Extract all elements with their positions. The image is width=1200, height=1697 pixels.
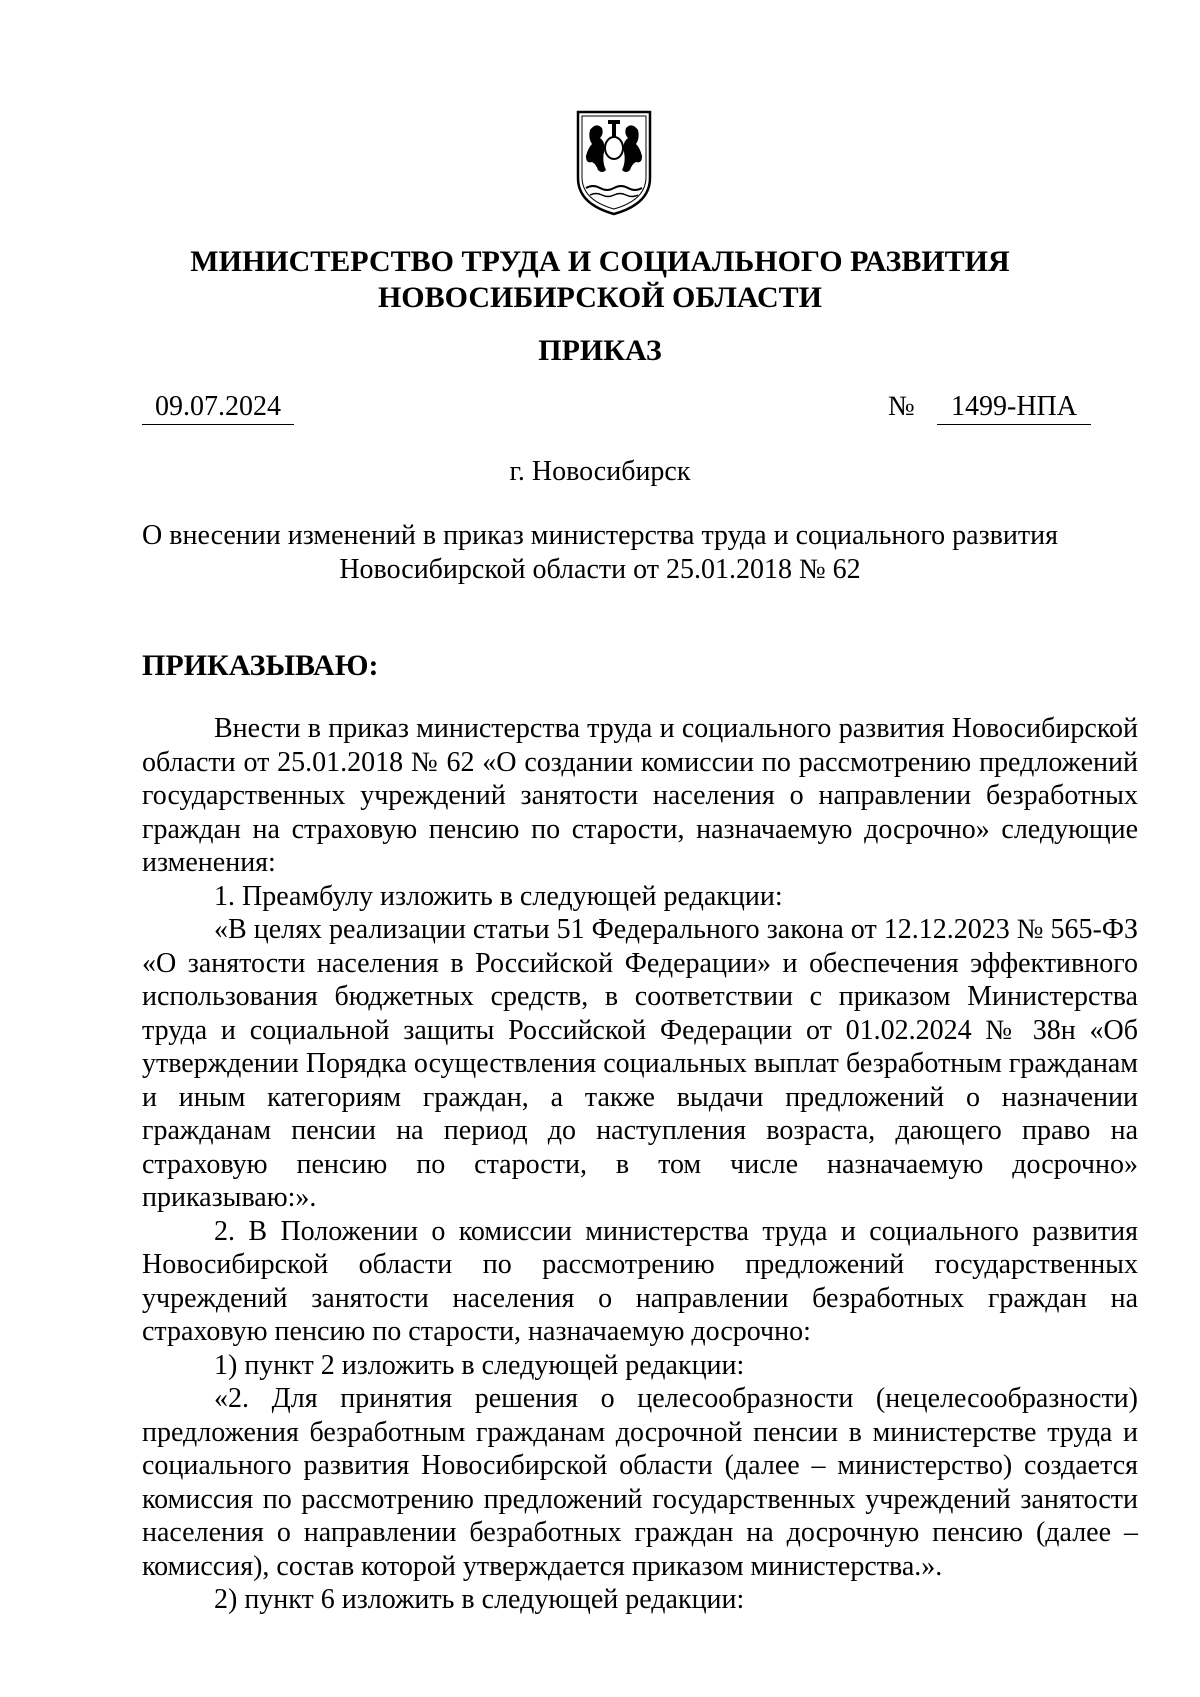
document-subject <box>0 519 1200 587</box>
body-paragraph: 1) пункт 2 изложить в следующей редакции: <box>214 1349 745 1381</box>
ministry-name <box>0 244 1200 316</box>
ministry-name-line2: НОВОСИБИРСКОЙ ОБЛАСТИ <box>377 281 823 314</box>
subject-line2: Новосибирской области от 25.01.2018 № 62 <box>339 554 861 585</box>
ministry-name-line1: МИНИСТЕРСТВО ТРУДА И СОЦИАЛЬНОГО РАЗВИТИЯ <box>190 245 1010 278</box>
document-date: 09.07.2024 <box>142 390 294 425</box>
body-paragraph: Внести в приказ министерства труда и социального развития Новосибирской области от 25.01.2018 № 62 «О создании комиссии по рассмотрению предложений государственных учреждений занятости населения о направлении безработных граждан на страховую пенсию по старости, назначаемую досрочно» следующие изменения: <box>142 713 1138 878</box>
body-paragraph: «В целях реализации статьи 51 Федерального закона от 12.12.2023 № 565-ФЗ «О занятости населения в Российской Федерации» и обеспечения эффективного использования бюджетных средств, в соответствии с приказом Министерства труда и социальной защиты Российской Федерации от 01.02.2024 № 38н «Об утверждении Порядка осуществления социальных выплат безработным гражданам и иным категориям граждан, а также выдачи предложений о назначении гражданам пенсии на период до наступления возраста, дающего право на страховую пенсию по старости, в том числе назначаемую досрочно» приказываю:». <box>142 914 1138 1213</box>
body-paragraph: 1. Преамбулу изложить в следующей редакции: <box>214 880 783 912</box>
document-type: ПРИКАЗ <box>538 334 662 367</box>
body-paragraph: «2. Для принятия решения о целесообразности (нецелесообразности) предложения безработным гражданам досрочной пенсии в министерстве труда и социального развития Новосибирской области (далее – министерство) создается комиссия по рассмотрению предложений государственных учреждений занятости населения о направлении безработных граждан на досрочную пенсию (далее – комиссия), состав которой утверждается приказом министерства.». <box>142 1383 1138 1582</box>
document-number: 1499-НПА <box>937 390 1091 425</box>
city: г. Новосибирск <box>509 456 691 487</box>
number-sign: № <box>888 391 915 422</box>
command-heading: ПРИКАЗЫВАЮ: <box>142 649 379 682</box>
body-paragraph: 2. В Положении о комиссии министерства труда и социального развития Новосибирской области по рассмотрению предложений государственных учреждений занятости населения о направлении безработных граждан на страховую пенсию по старости, назначаемую досрочно: <box>142 1215 1138 1347</box>
subject-line1: О внесении изменений в приказ министерства труда и социального развития <box>142 520 1058 551</box>
document-body <box>142 712 1138 1617</box>
coat-of-arms-icon <box>572 108 656 218</box>
body-paragraph: 2) пункт 6 изложить в следующей редакции: <box>214 1584 745 1615</box>
